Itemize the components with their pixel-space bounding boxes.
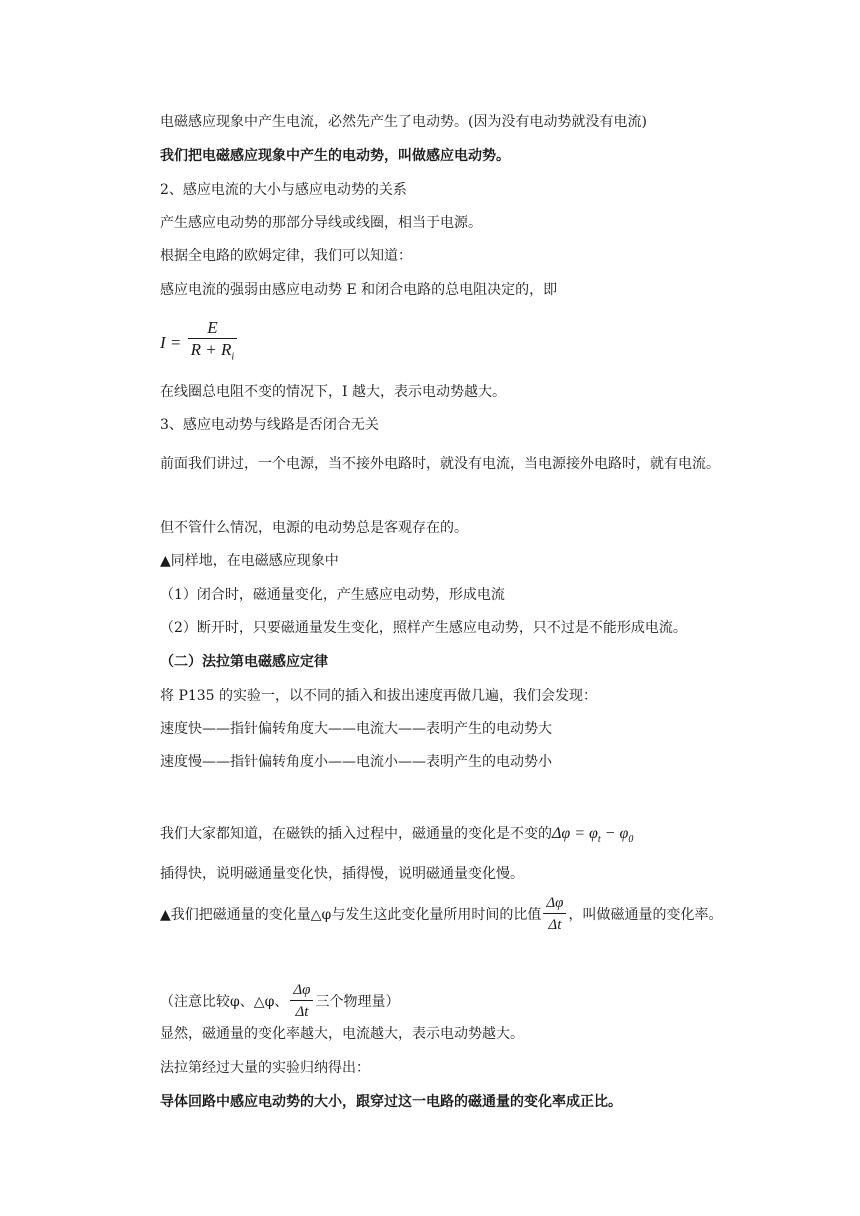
delta-phi-formula: [552, 825, 634, 846]
paragraph: 感应电流的强弱由感应电动势 E 和闭合电路的总电阻决定的，即: [160, 282, 558, 298]
formula-denominator: [188, 339, 238, 368]
paragraph-text: 我们大家都知道，在磁铁的插入过程中，磁通量的变化是不变的: [160, 826, 552, 842]
formula-fraction: [188, 318, 238, 368]
fraction-numerator: Δφ: [543, 893, 566, 914]
formula-subscript: t: [597, 834, 601, 846]
formula-numerator: E: [188, 318, 238, 339]
formula-subscript: 0: [628, 834, 634, 846]
list-item: （1）闭合时，磁通量变化，产生感应电动势，形成电流: [160, 587, 505, 603]
denominator-text: R + R: [190, 340, 232, 359]
section-heading-bold: （二）法拉第电磁感应定律: [160, 654, 328, 670]
list-item: （2）断开时，只要磁通量发生变化，照样产生感应电动势，只不过是不能形成电流。: [160, 620, 687, 636]
paragraph-wrapped: 前面我们讲过，一个电源，当不接外电路时，就没有电流，当电源接外电路时，就有电流。: [160, 456, 720, 472]
section-heading: 2、感应电流的大小与感应电动势的关系: [160, 182, 407, 198]
formula-part: Δφ = φ: [552, 825, 598, 842]
paragraph: 速度快——指针偏转角度大——电流大——表明产生的电动势大: [160, 721, 552, 737]
rate-fraction: [543, 893, 566, 936]
paragraph: 电磁感应现象中产生电流，必然先产生了电动势。(因为没有电动势就没有电流): [160, 114, 647, 130]
bold-statement: 我们把电磁感应现象中产生的电动势，叫做感应电动势。: [160, 148, 510, 164]
fraction-denominator: Δt: [548, 917, 562, 933]
fraction-denominator: Δt: [295, 1004, 309, 1020]
paragraph: 产生感应电动势的那部分导线或线圈，相当于电源。: [160, 215, 482, 231]
fraction-numerator: Δφ: [290, 980, 313, 1001]
paragraph-text: 三个物理量）: [315, 993, 400, 1010]
paragraph: 法拉第经过大量的实验归纳得出：: [160, 1060, 370, 1076]
formula-lhs: I =: [160, 333, 182, 353]
paragraph: 但不管什么情况，电源的电动势总是客观存在的。: [160, 520, 468, 536]
ohm-formula: [160, 318, 239, 368]
rate-fraction: [290, 980, 313, 1023]
paragraph-text: ▲我们把磁通量的变化量△φ与发生这此变化量所用时间的比值: [160, 906, 542, 923]
paragraph: ▲同样地，在电磁感应现象中: [160, 553, 339, 569]
paragraph: 将 P135 的实验一，以不同的插入和拔出速度再做几遍，我们会发现：: [160, 688, 598, 704]
paragraph-text: ，叫做磁通量的变化率。: [568, 906, 723, 923]
paragraph: 显然，磁通量的变化率越大，电流越大，表示电动势越大。: [160, 1026, 524, 1042]
paragraph-with-formula: [160, 824, 633, 850]
denominator-subscript: i: [231, 351, 235, 363]
section-heading: 3、感应电动势与线路是否闭合无关: [160, 417, 379, 433]
bold-statement: 导体回路中感应电动势的大小，跟穿过这一电路的磁通量的变化率成正比。: [160, 1094, 622, 1110]
paragraph: 在线圈总电阻不变的情况下，I 越大，表示电动势越大。: [160, 384, 506, 400]
formula-part: − φ: [600, 825, 629, 842]
paragraph: 插得快，说明磁通量变化快，插得慢，说明磁通量变化慢。: [160, 866, 524, 882]
paragraph: 根据全电路的欧姆定律，我们可以知道：: [160, 248, 412, 264]
paragraph-text: （注意比较φ、△φ、: [160, 993, 289, 1010]
paragraph: 速度慢——指针偏转角度小——电流小——表明产生的电动势小: [160, 754, 552, 770]
paragraph-with-fraction: [160, 980, 399, 1023]
paragraph-with-fraction: [160, 893, 722, 936]
